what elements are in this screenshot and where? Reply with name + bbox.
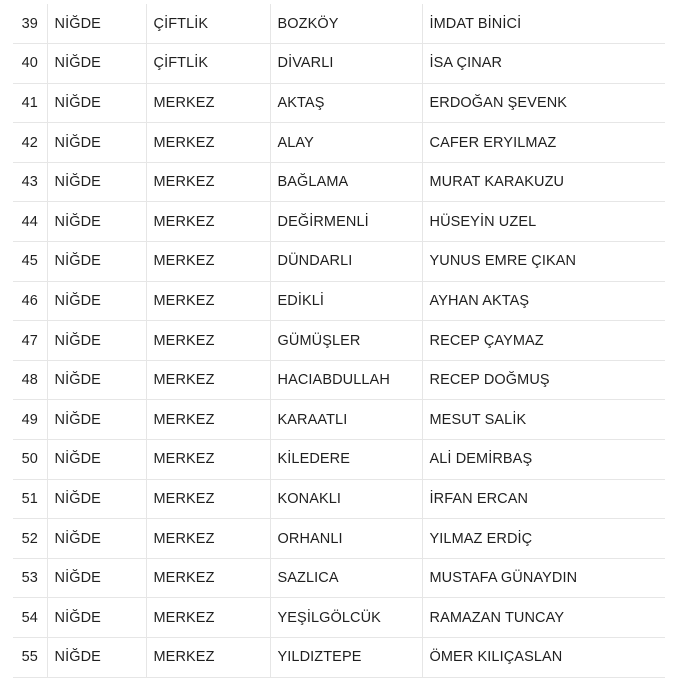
table-row [13,440,665,480]
person-name-cell: RAMAZAN TUNCAY [422,598,665,638]
district-cell: MERKEZ [146,638,270,678]
person-name-cell: ALİ DEMİRBAŞ [422,440,665,480]
province-cell: NİĞDE [47,242,146,282]
village-cell: BAĞLAMA [270,162,422,202]
village-cell: YILDIZTEPE [270,638,422,678]
table-row [13,4,665,44]
row-number-cell: 51 [13,479,47,519]
person-name-cell: YUNUS EMRE ÇIKAN [422,242,665,282]
person-name-cell: HÜSEYİN UZEL [422,202,665,242]
district-cell: MERKEZ [146,281,270,321]
row-number-cell: 45 [13,242,47,282]
person-name-cell: ERDOĞAN ŞEVENK [422,83,665,123]
row-number-cell: 42 [13,123,47,163]
village-cell: ALAY [270,123,422,163]
table-body [13,4,665,677]
province-cell: NİĞDE [47,638,146,678]
table-row [13,162,665,202]
district-cell: MERKEZ [146,202,270,242]
village-cell: DEĞİRMENLİ [270,202,422,242]
district-cell: MERKEZ [146,400,270,440]
village-cell: KARAATLI [270,400,422,440]
village-cell: BOZKÖY [270,4,422,44]
person-name-cell: MESUT SALİK [422,400,665,440]
person-name-cell: İRFAN ERCAN [422,479,665,519]
village-cell: AKTAŞ [270,83,422,123]
district-cell: MERKEZ [146,479,270,519]
province-cell: NİĞDE [47,440,146,480]
row-number-cell: 53 [13,558,47,598]
person-name-cell: CAFER ERYILMAZ [422,123,665,163]
village-cell: KİLEDERE [270,440,422,480]
district-cell: MERKEZ [146,519,270,559]
results-table [13,4,665,678]
district-cell: MERKEZ [146,360,270,400]
province-cell: NİĞDE [47,598,146,638]
row-number-cell: 44 [13,202,47,242]
table-row [13,281,665,321]
row-number-cell: 52 [13,519,47,559]
province-cell: NİĞDE [47,202,146,242]
province-cell: NİĞDE [47,360,146,400]
table-row [13,360,665,400]
table-row [13,83,665,123]
row-number-cell: 41 [13,83,47,123]
province-cell: NİĞDE [47,4,146,44]
district-cell: MERKEZ [146,558,270,598]
table-row [13,321,665,361]
row-number-cell: 47 [13,321,47,361]
village-cell: DİVARLI [270,44,422,84]
province-cell: NİĞDE [47,321,146,361]
row-number-cell: 39 [13,4,47,44]
village-cell: EDİKLİ [270,281,422,321]
district-cell: MERKEZ [146,321,270,361]
province-cell: NİĞDE [47,400,146,440]
table-row [13,400,665,440]
district-cell: MERKEZ [146,123,270,163]
person-name-cell: ÖMER KILIÇASLAN [422,638,665,678]
person-name-cell: AYHAN AKTAŞ [422,281,665,321]
village-cell: GÜMÜŞLER [270,321,422,361]
row-number-cell: 50 [13,440,47,480]
district-cell: MERKEZ [146,162,270,202]
person-name-cell: RECEP ÇAYMAZ [422,321,665,361]
province-cell: NİĞDE [47,558,146,598]
province-cell: NİĞDE [47,479,146,519]
village-cell: ORHANLI [270,519,422,559]
village-cell: YEŞİLGÖLCÜK [270,598,422,638]
person-name-cell: YILMAZ ERDİÇ [422,519,665,559]
row-number-cell: 49 [13,400,47,440]
table-row [13,123,665,163]
row-number-cell: 43 [13,162,47,202]
row-number-cell: 40 [13,44,47,84]
table-row [13,242,665,282]
district-cell: MERKEZ [146,440,270,480]
table-row [13,598,665,638]
province-cell: NİĞDE [47,519,146,559]
person-name-cell: İMDAT BİNİCİ [422,4,665,44]
province-cell: NİĞDE [47,83,146,123]
district-cell: MERKEZ [146,83,270,123]
village-cell: KONAKLI [270,479,422,519]
table-row [13,519,665,559]
district-cell: ÇİFTLİK [146,44,270,84]
table-row [13,44,665,84]
district-cell: ÇİFTLİK [146,4,270,44]
person-name-cell: MURAT KARAKUZU [422,162,665,202]
village-cell: SAZLICA [270,558,422,598]
row-number-cell: 46 [13,281,47,321]
province-cell: NİĞDE [47,281,146,321]
table-row [13,202,665,242]
results-table-container [13,4,665,678]
district-cell: MERKEZ [146,242,270,282]
table-row [13,479,665,519]
row-number-cell: 55 [13,638,47,678]
province-cell: NİĞDE [47,44,146,84]
table-row [13,638,665,678]
person-name-cell: RECEP DOĞMUŞ [422,360,665,400]
table-row [13,558,665,598]
village-cell: DÜNDARLI [270,242,422,282]
row-number-cell: 48 [13,360,47,400]
person-name-cell: İSA ÇINAR [422,44,665,84]
row-number-cell: 54 [13,598,47,638]
district-cell: MERKEZ [146,598,270,638]
village-cell: HACIABDULLAH [270,360,422,400]
province-cell: NİĞDE [47,123,146,163]
province-cell: NİĞDE [47,162,146,202]
person-name-cell: MUSTAFA GÜNAYDIN [422,558,665,598]
